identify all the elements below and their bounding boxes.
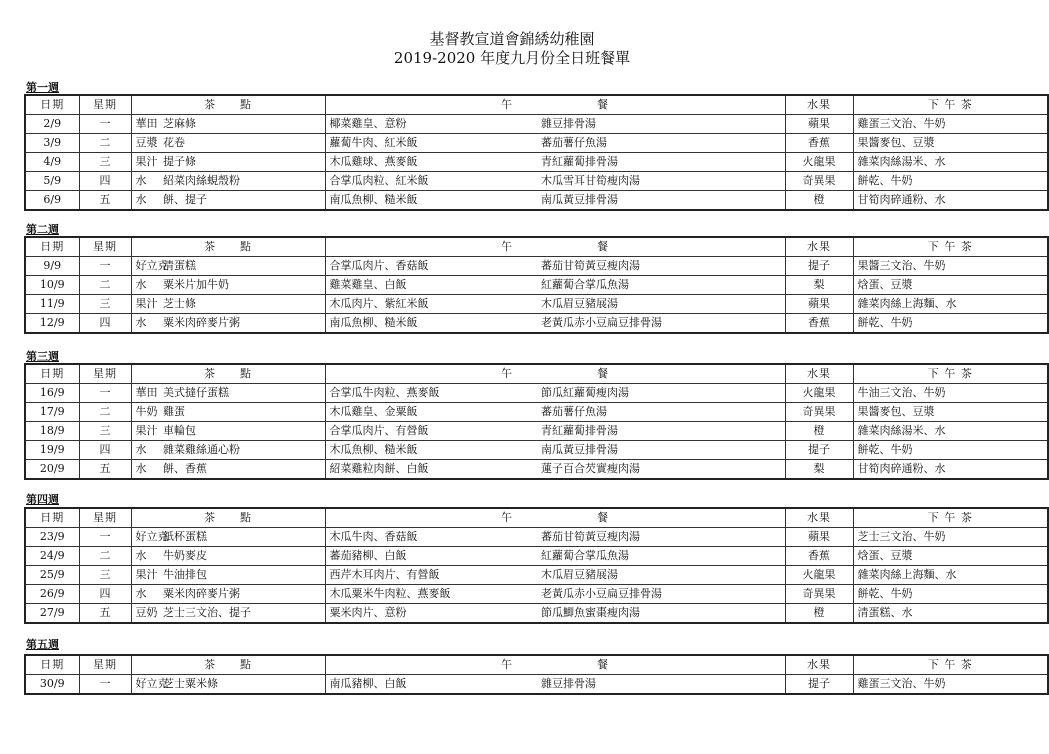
cell-fruit: 提子 [785,675,853,695]
table-row [25,675,1048,695]
cell-lunch2: 蕃茄甘筍黃豆瘦肉湯 [537,257,785,276]
cell-day: 二 [79,276,131,295]
cell-tea: 芝士三文治、牛奶 [853,528,1048,547]
header-date: 日期 [25,655,79,675]
table-header-row [25,364,1048,384]
cell-day: 四 [79,314,131,334]
table-row [25,403,1048,422]
cell-lunch2: 雜豆排骨湯 [537,115,785,134]
cell-day: 三 [79,566,131,585]
header-lunch: 午 餐 [325,508,785,528]
cell-day: 一 [79,384,131,403]
cell-day: 五 [79,191,131,211]
cell-lunch1: 南瓜魚柳、糙米飯 [325,191,537,211]
table-row [25,314,1048,334]
cell-lunch2: 紅蘿蔔合掌瓜魚湯 [537,547,785,566]
cell-lunch2: 節瓜紅蘿蔔瘦肉湯 [537,384,785,403]
cell-date: 3/9 [25,134,79,153]
header-snack: 茶 點 [131,508,325,528]
page-title: 基督教宣道會錦綉幼稚園 [429,30,595,48]
cell-drink: 好立克 [131,675,159,695]
cell-tea: 餅乾、牛奶 [853,172,1048,191]
cell-date: 20/9 [25,460,79,480]
header-tea: 下 午 茶 [853,364,1048,384]
table-header-row [25,508,1048,528]
table-row [25,422,1048,441]
header-fruit: 水果 [785,364,853,384]
cell-date: 6/9 [25,191,79,211]
cell-lunch1: 合掌瓜牛肉粒、燕麥飯 [325,384,537,403]
cell-tea: 焓蛋、豆漿 [853,276,1048,295]
header-lunch: 午 餐 [325,364,785,384]
cell-lunch1: 椰菜雞皇、意粉 [325,115,537,134]
cell-snack: 紹菜肉絲蜆殼粉 [159,172,325,191]
cell-fruit: 奇異果 [785,403,853,422]
header-lunch: 午 餐 [325,655,785,675]
cell-snack: 雜菜雞絲通心粉 [159,441,325,460]
header-weekday: 星期 [79,364,131,384]
table-row [25,528,1048,547]
cell-snack: 雞蛋 [159,403,325,422]
cell-lunch2: 蕃茄甘筍黃豆瘦肉湯 [537,528,785,547]
cell-date: 26/9 [25,585,79,604]
cell-day: 五 [79,460,131,480]
cell-snack: 芝士粟米條 [159,675,325,695]
header-fruit: 水果 [785,655,853,675]
cell-date: 4/9 [25,153,79,172]
cell-drink: 豆奶 [131,604,159,624]
cell-day: 一 [79,257,131,276]
header-tea: 下 午 茶 [853,508,1048,528]
cell-fruit: 提子 [785,441,853,460]
cell-snack: 牛油排包 [159,566,325,585]
cell-tea: 甘筍肉碎通粉、水 [853,460,1048,480]
table-row [25,115,1048,134]
cell-snack: 粟米肉碎麥片粥 [159,585,325,604]
week-label: 第三週 [26,350,59,363]
cell-drink: 水 [131,547,159,566]
cell-fruit: 香蕉 [785,134,853,153]
table-row [25,295,1048,314]
header-lunch: 午 餐 [325,95,785,115]
table-row [25,257,1048,276]
table-row [25,191,1048,211]
cell-lunch2: 蓮子百合芡實瘦肉湯 [537,460,785,480]
cell-tea: 清蛋糕、水 [853,604,1048,624]
cell-drink: 水 [131,441,159,460]
page-subtitle: 2019-2020 年度九月份全日班餐單 [393,49,631,67]
cell-lunch1: 南瓜魚柳、糙米飯 [325,314,537,334]
table-row [25,276,1048,295]
header-fruit: 水果 [785,508,853,528]
cell-snack: 芝士條 [159,295,325,314]
cell-drink: 好立克 [131,257,159,276]
cell-lunch1: 合掌瓜肉粒、紅米飯 [325,172,537,191]
cell-lunch1: 木瓜肉片、紫紅米飯 [325,295,537,314]
cell-date: 25/9 [25,566,79,585]
table-row [25,460,1048,480]
cell-drink: 水 [131,276,159,295]
cell-lunch1: 紹菜雞粒肉餅、白飯 [325,460,537,480]
cell-date: 5/9 [25,172,79,191]
cell-drink: 果汁 [131,566,159,585]
week-label: 第四週 [26,493,59,506]
cell-drink: 果汁 [131,153,159,172]
cell-tea: 果醬麥包、豆漿 [853,403,1048,422]
cell-snack: 粟米肉碎麥片粥 [159,314,325,334]
cell-lunch2: 木瓜雪耳甘筍瘦肉湯 [537,172,785,191]
header-date: 日期 [25,95,79,115]
cell-lunch2: 蕃茄薯仔魚湯 [537,134,785,153]
cell-lunch2: 老黃瓜赤小豆扁豆排骨湯 [537,314,785,334]
table-row [25,134,1048,153]
header-snack: 茶 點 [131,95,325,115]
cell-fruit: 橙 [785,191,853,211]
cell-day: 四 [79,441,131,460]
header-date: 日期 [25,237,79,257]
cell-day: 一 [79,115,131,134]
cell-date: 10/9 [25,276,79,295]
cell-tea: 餅乾、牛奶 [853,441,1048,460]
header-fruit: 水果 [785,237,853,257]
cell-lunch1: 雞菜雞皇、白飯 [325,276,537,295]
cell-fruit: 梨 [785,276,853,295]
table-header-row [25,655,1048,675]
cell-drink: 果汁 [131,295,159,314]
week-label: 第五週 [26,638,59,651]
cell-snack: 紙杯蛋糕 [159,528,325,547]
cell-tea: 果醬三文治、牛奶 [853,257,1048,276]
table-row [25,172,1048,191]
header-weekday: 星期 [79,655,131,675]
cell-date: 12/9 [25,314,79,334]
cell-fruit: 蘋果 [785,528,853,547]
header-date: 日期 [25,364,79,384]
header-snack: 茶 點 [131,655,325,675]
cell-date: 11/9 [25,295,79,314]
cell-fruit: 蘋果 [785,115,853,134]
cell-fruit: 奇異果 [785,172,853,191]
cell-tea: 雜菜肉絲上海麵、水 [853,295,1048,314]
cell-date: 9/9 [25,257,79,276]
cell-tea: 牛油三文治、牛奶 [853,384,1048,403]
cell-drink: 水 [131,172,159,191]
cell-lunch1: 蕃茄豬柳、白飯 [325,547,537,566]
header-weekday: 星期 [79,508,131,528]
header-tea: 下 午 茶 [853,237,1048,257]
cell-lunch2: 節瓜鯽魚蜜棗瘦肉湯 [537,604,785,624]
cell-fruit: 火龍果 [785,153,853,172]
cell-lunch2: 木瓜眉豆豬展湯 [537,295,785,314]
cell-day: 二 [79,547,131,566]
cell-lunch2: 老黃瓜赤小豆扁豆排骨湯 [537,585,785,604]
cell-day: 二 [79,134,131,153]
cell-date: 17/9 [25,403,79,422]
cell-snack: 餅、提子 [159,191,325,211]
table-header-row [25,237,1048,257]
header-weekday: 星期 [79,95,131,115]
cell-fruit: 蘋果 [785,295,853,314]
table-row [25,585,1048,604]
cell-snack: 芝麻條 [159,115,325,134]
cell-tea: 果醬麥包、豆漿 [853,134,1048,153]
week-table [24,236,1049,334]
cell-date: 19/9 [25,441,79,460]
cell-lunch1: 合掌瓜肉片、香菇飯 [325,257,537,276]
week-table [24,363,1049,480]
cell-drink: 水 [131,191,159,211]
cell-snack: 粟米片加牛奶 [159,276,325,295]
cell-drink: 水 [131,585,159,604]
cell-fruit: 橙 [785,422,853,441]
cell-drink: 果汁 [131,422,159,441]
cell-day: 一 [79,528,131,547]
table-row [25,441,1048,460]
cell-date: 24/9 [25,547,79,566]
cell-drink: 好立克 [131,528,159,547]
week-table [24,94,1049,211]
cell-fruit: 奇異果 [785,585,853,604]
cell-lunch2: 雜豆排骨湯 [537,675,785,695]
cell-fruit: 香蕉 [785,547,853,566]
cell-day: 三 [79,422,131,441]
cell-tea: 餅乾、牛奶 [853,585,1048,604]
cell-lunch2: 南瓜黃豆排骨湯 [537,441,785,460]
cell-tea: 雜菜肉絲上海麵、水 [853,566,1048,585]
header-tea: 下 午 茶 [853,95,1048,115]
cell-lunch2: 紅蘿蔔合掌瓜魚湯 [537,276,785,295]
week-table [24,507,1049,624]
cell-tea: 雞蛋三文治、牛奶 [853,675,1048,695]
cell-fruit: 橙 [785,604,853,624]
cell-drink: 水 [131,460,159,480]
cell-snack: 牛奶麥皮 [159,547,325,566]
cell-drink: 豆漿 [131,134,159,153]
cell-drink: 水 [131,314,159,334]
cell-day: 三 [79,295,131,314]
cell-day: 四 [79,585,131,604]
cell-snack: 餅、香蕉 [159,460,325,480]
table-row [25,566,1048,585]
cell-lunch1: 南瓜豬柳、白飯 [325,675,537,695]
cell-date: 30/9 [25,675,79,695]
cell-day: 二 [79,403,131,422]
cell-lunch1: 木瓜雞皇、金粟飯 [325,403,537,422]
cell-date: 16/9 [25,384,79,403]
cell-drink: 華田 [131,115,159,134]
cell-drink: 華田 [131,384,159,403]
cell-snack: 美式撻仔蛋糕 [159,384,325,403]
cell-lunch1: 木瓜雞球、燕麥飯 [325,153,537,172]
cell-date: 27/9 [25,604,79,624]
cell-snack: 花卷 [159,134,325,153]
cell-fruit: 火龍果 [785,384,853,403]
week-label: 第二週 [26,223,59,236]
cell-date: 23/9 [25,528,79,547]
cell-lunch2: 青紅蘿蔔排骨湯 [537,153,785,172]
cell-lunch1: 粟米肉片、意粉 [325,604,537,624]
header-tea: 下 午 茶 [853,655,1048,675]
header-fruit: 水果 [785,95,853,115]
header-snack: 茶 點 [131,237,325,257]
table-row [25,153,1048,172]
cell-lunch1: 木瓜牛肉、香菇飯 [325,528,537,547]
cell-lunch1: 木瓜粟米牛肉粒、燕麥飯 [325,585,537,604]
cell-tea: 餅乾、牛奶 [853,314,1048,334]
table-row [25,547,1048,566]
cell-fruit: 香蕉 [785,314,853,334]
cell-date: 18/9 [25,422,79,441]
cell-lunch1: 西芹木耳肉片、有營飯 [325,566,537,585]
cell-snack: 提子條 [159,153,325,172]
cell-fruit: 提子 [785,257,853,276]
cell-lunch2: 南瓜黃豆排骨湯 [537,191,785,211]
cell-day: 四 [79,172,131,191]
cell-tea: 雞蛋三文治、牛奶 [853,115,1048,134]
week-table [24,654,1049,695]
cell-day: 五 [79,604,131,624]
cell-lunch2: 木瓜眉豆豬展湯 [537,566,785,585]
cell-day: 一 [79,675,131,695]
cell-fruit: 火龍果 [785,566,853,585]
header-date: 日期 [25,508,79,528]
table-header-row [25,95,1048,115]
cell-tea: 焓蛋、豆漿 [853,547,1048,566]
week-label: 第一週 [26,81,59,94]
cell-drink: 牛奶 [131,403,159,422]
header-weekday: 星期 [79,237,131,257]
cell-date: 2/9 [25,115,79,134]
cell-fruit: 梨 [785,460,853,480]
cell-lunch1: 蘿蔔牛肉、紅米飯 [325,134,537,153]
header-snack: 茶 點 [131,364,325,384]
table-row [25,604,1048,624]
cell-lunch1: 木瓜魚柳、糙米飯 [325,441,537,460]
cell-tea: 甘筍肉碎通粉、水 [853,191,1048,211]
cell-snack: 清蛋糕 [159,257,325,276]
cell-snack: 芝士三文治、提子 [159,604,325,624]
table-row [25,384,1048,403]
cell-lunch1: 合掌瓜肉片、有營飯 [325,422,537,441]
cell-day: 三 [79,153,131,172]
cell-tea: 雜菜肉絲湯米、水 [853,422,1048,441]
cell-lunch2: 蕃茄薯仔魚湯 [537,403,785,422]
cell-tea: 雜菜肉絲湯米、水 [853,153,1048,172]
cell-snack: 車輪包 [159,422,325,441]
cell-lunch2: 青紅蘿蔔排骨湯 [537,422,785,441]
header-lunch: 午 餐 [325,237,785,257]
